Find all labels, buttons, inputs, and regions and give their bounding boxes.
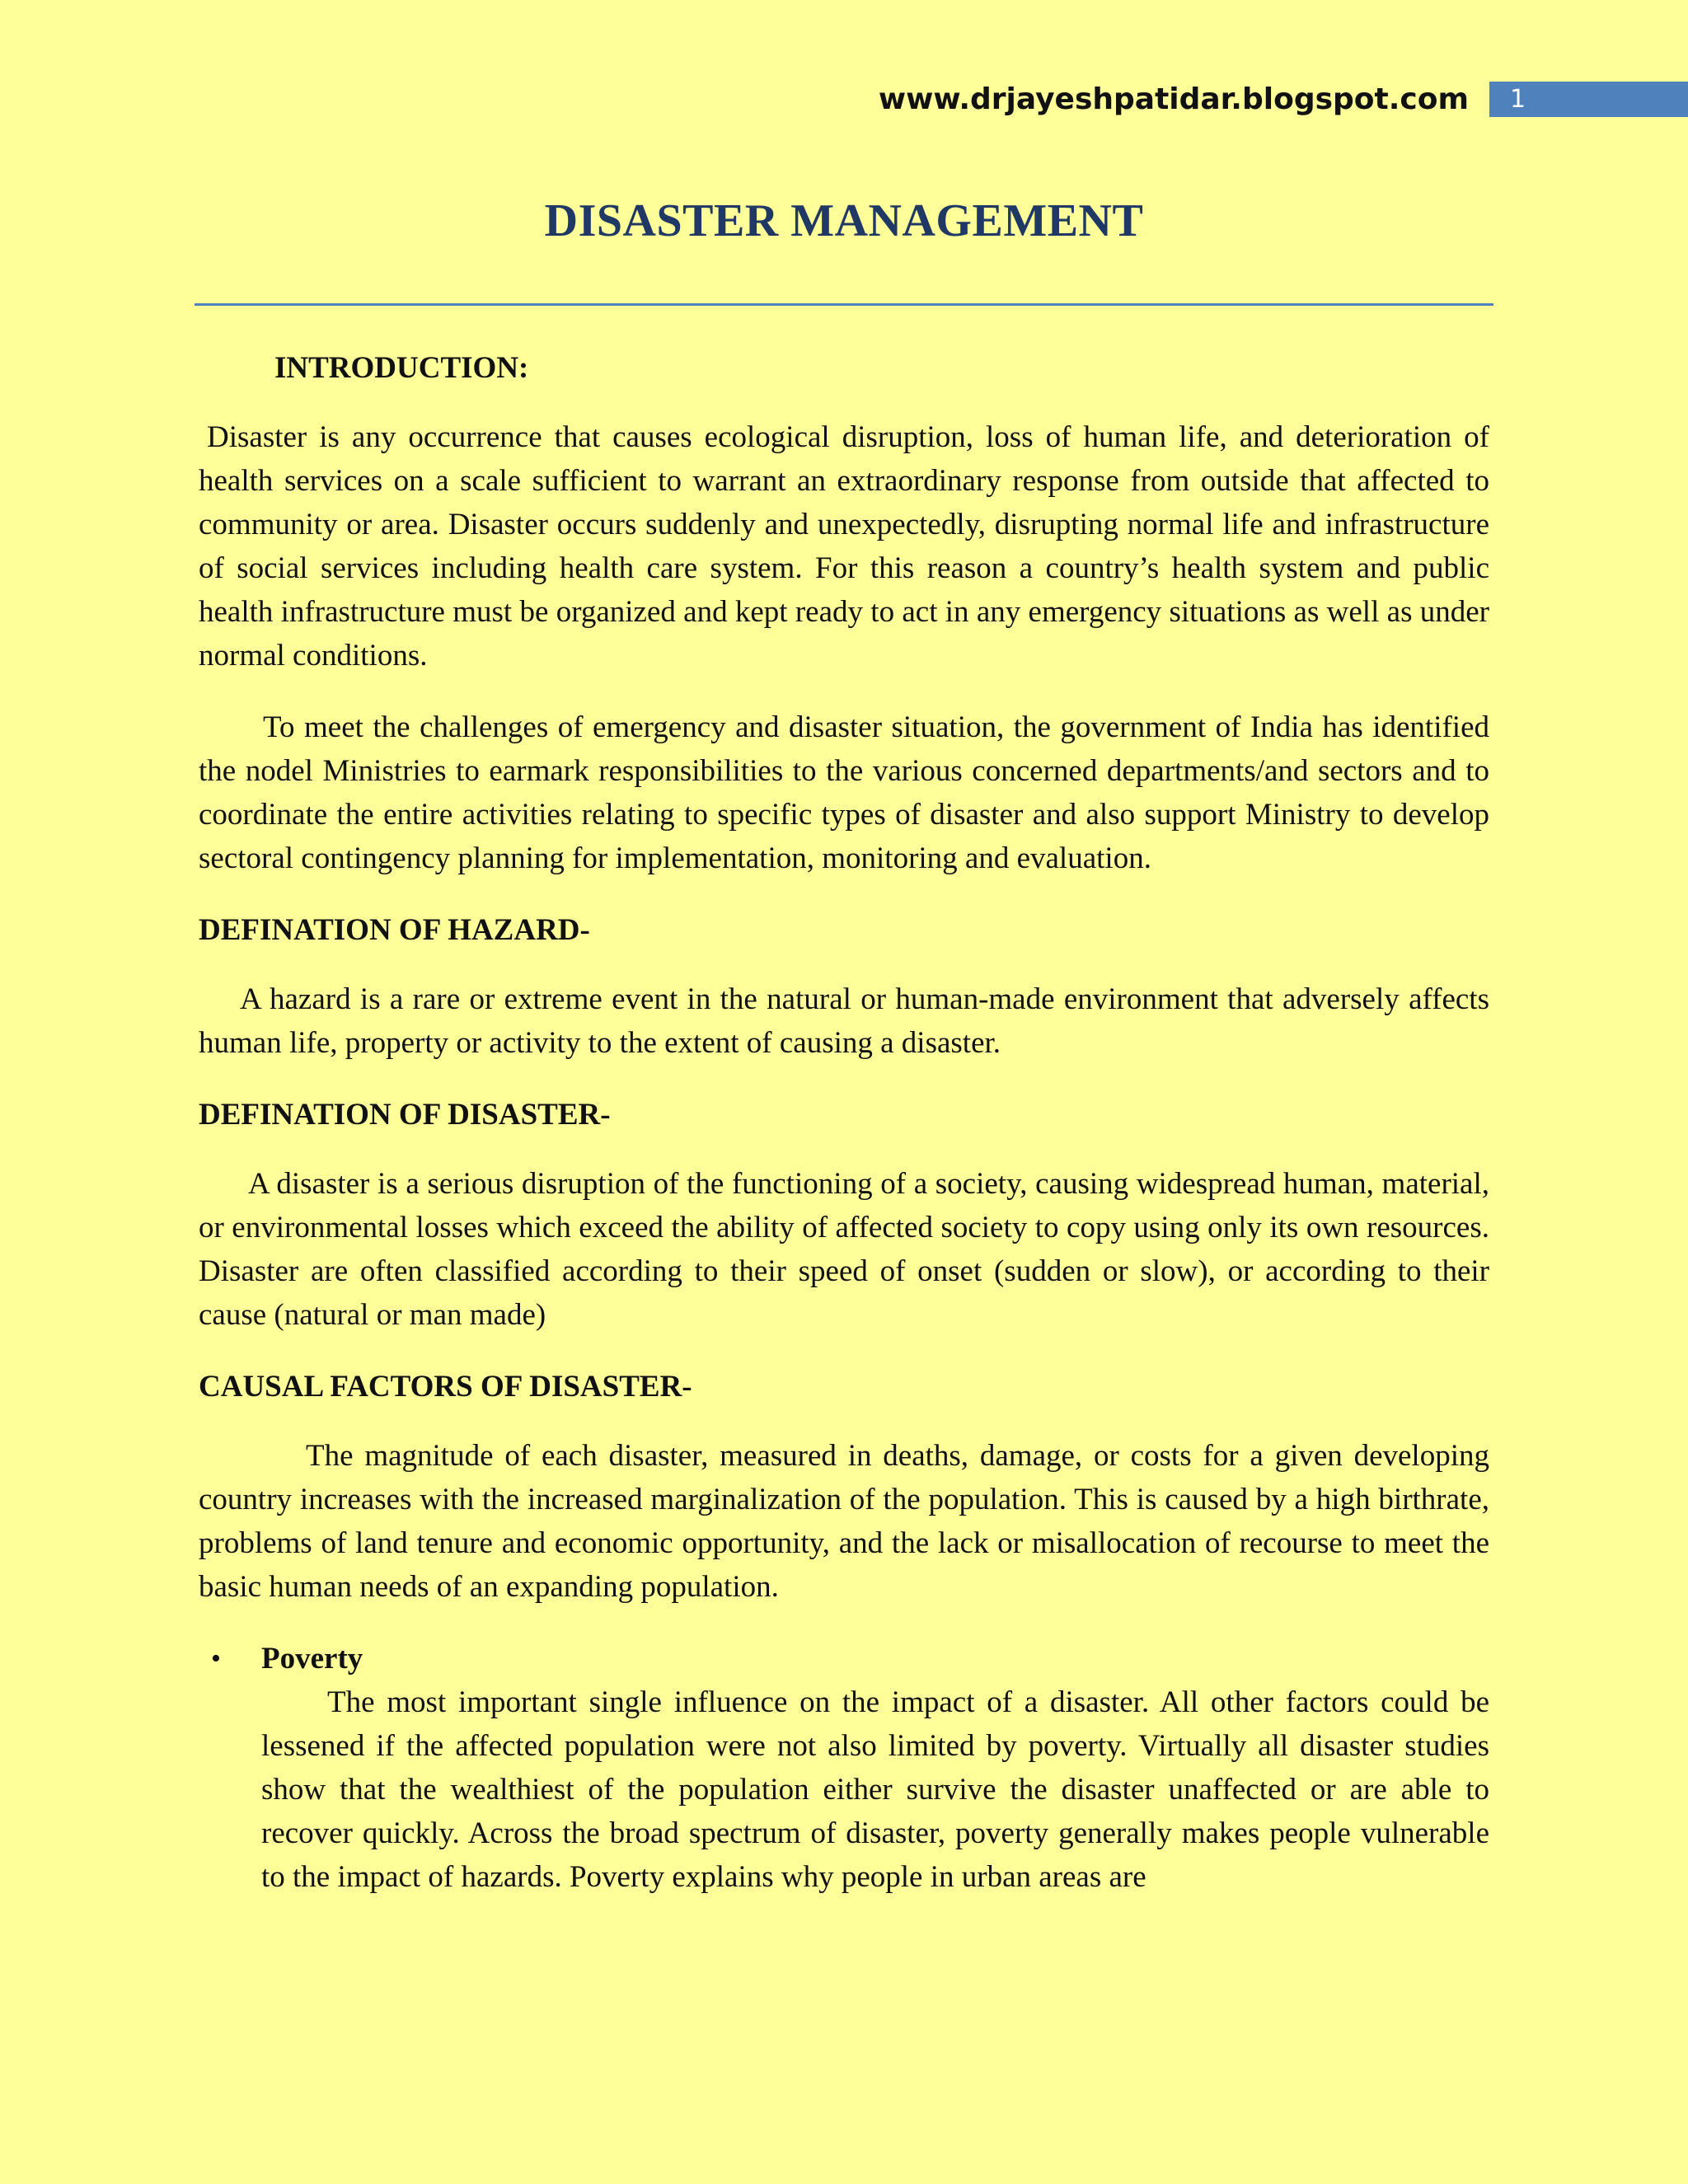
page-title: DISASTER MANAGEMENT [544,195,1144,246]
poverty-paragraph: The most important single influence on the impact of a disaster. All other factors could be lessened if the affected population were not also limited by poverty. Virtually all disaster studies show that the wealthiest of the population either survive the disaster unaffected or are able to recover quickly. Across the broad spectrum of disaster, poverty generally makes people vulnerable to the impact of hazards. Poverty explains why people in urban areas are [261,1685,1489,1894]
bullet-icon: • [211,1643,221,1674]
introduction-heading: INTRODUCTION: [274,351,529,385]
page-number: 1 [1489,82,1688,117]
list-item-poverty [199,1637,1489,1899]
document-body [199,346,1489,1927]
poverty-title: Poverty [261,1642,363,1675]
title-divider [195,303,1493,306]
hazard-heading: DEFINATION OF HAZARD- [199,913,590,947]
causal-factors-list [199,1637,1489,1899]
header-url: www.drjayeshpatidar.blogspot.com [878,82,1469,116]
disaster-paragraph: A disaster is a serious disruption of the functioning of a society, causing widespread human, material, or environmental losses which exceed the ability of affected society to copy using only its own resources. Disaster are often classified according to their speed of onset (sudden or slow), or according to their cause (natural or man made) [199,1167,1489,1332]
disaster-heading: DEFINATION OF DISASTER- [199,1098,611,1132]
introduction-paragraph-2: To meet the challenges of emergency and disaster situation, the government of India has identified the nodel Ministries to earmark responsibilities to the various concerned departments/and sectors and to coordinate the entire activities relating to specific types of disaster and also support Ministry to develop sectoral contingency planning for implementation, monitoring and evaluation. [199,710,1489,875]
introduction-paragraph-1: Disaster is any occurrence that causes ecological disruption, loss of human life, and deterioration of health services on a scale sufficient to warrant an extraordinary response from outside that affected to community or area. Disaster occurs suddenly and unexpectedly, disrupting normal life and infrastructure of social services including health care system. For this reason a country’s health system and public health infrastructure must be organized and kept ready to act in any emergency situations as well as under normal conditions. [199,420,1489,673]
hazard-paragraph: A hazard is a rare or extreme event in the natural or human-made environment that adversely affects human life, property or activity to the extent of causing a disaster. [199,982,1489,1060]
causal-factors-heading: CAUSAL FACTORS OF DISASTER- [199,1370,692,1404]
causal-factors-paragraph: The magnitude of each disaster, measured in deaths, damage, or costs for a given developing country increases with the increased marginalization of the population. This is caused by a high birthrate, problems of land tenure and economic opportunity, and the lack or misallocation of recourse to meet the basic human needs of an expanding population. [199,1439,1489,1604]
